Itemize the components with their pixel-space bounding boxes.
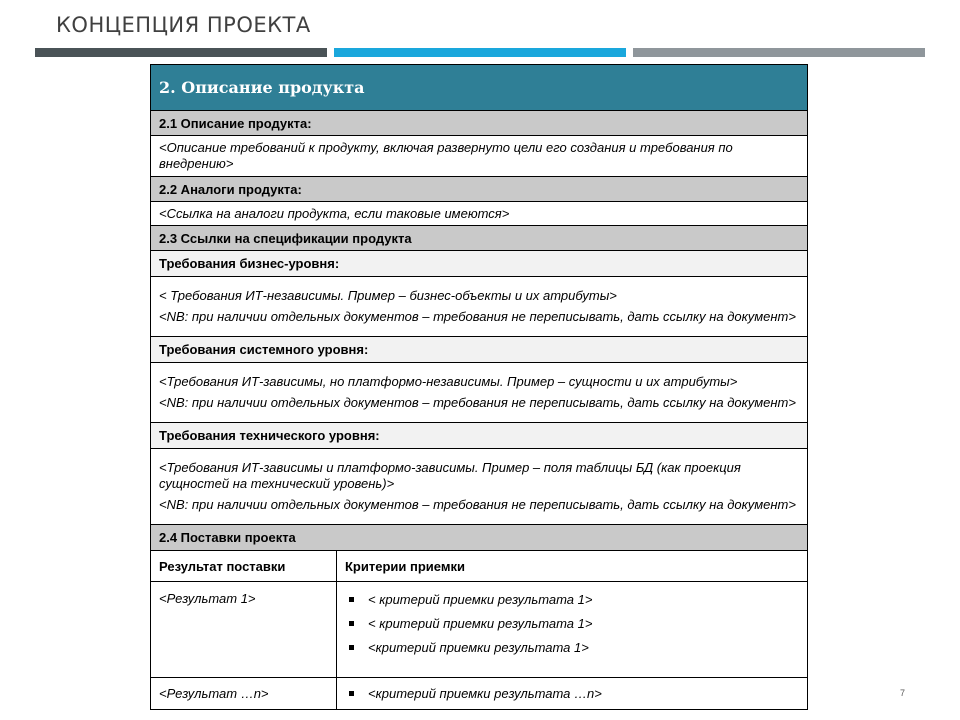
section-2-3-title: 2.3 Ссылки на спецификации продукта [151,226,807,251]
table-row [151,582,807,678]
list-item [345,591,799,607]
section-2-4-title: 2.4 Поставки проекта [151,525,807,551]
column-header-criteria: Критерии приемки [345,558,465,574]
system-level-requirements: <Требования ИТ-зависимы, но платформо-независимы. Пример – сущности и их атрибуты> [159,374,738,389]
deliverables-table-header [151,551,807,582]
section-2-1-title: 2.1 Описание продукта: [151,111,807,136]
bullet-icon [349,597,354,602]
criterion-text: <критерий приемки результата …n> [368,686,602,701]
system-level-text [151,363,807,423]
criteria-cell [337,678,807,709]
business-level-title: Требования бизнес-уровня: [151,251,807,277]
business-level-requirements: < Требования ИТ-независимы. Пример – бизнес-объекты и их атрибуты> [159,288,617,303]
criteria-cell [337,582,807,677]
section-2-1-text [151,136,807,177]
technical-level-text [151,449,807,525]
analogs-placeholder: <Ссылка на аналоги продукта, если таковые имеются> [159,205,510,221]
section-2-2-text [151,202,807,226]
slide-title: КОНЦЕПЦИЯ ПРОЕКТА [56,13,311,37]
technical-level-title: Требования технического уровня: [151,423,807,449]
column-header-result: Результат поставки [151,551,337,581]
system-level-note: <NB: при наличии отдельных документов – требования не переписывать, дать ссылку на документ> [159,395,796,410]
list-item [345,615,799,631]
result-cell: <Результат 1> [151,582,337,677]
list-item [345,639,799,655]
criterion-text: < критерий приемки результата 1> [368,615,593,631]
bullet-icon [349,621,354,626]
bullet-icon [349,691,354,696]
title-underline-blue [334,48,626,57]
title-underline-gray [633,48,925,57]
result-cell: <Результат …n> [151,678,337,709]
table-row [151,678,807,709]
section-2-2-title: 2.2 Аналоги продукта: [151,177,807,202]
technical-level-requirements: <Требования ИТ-зависимы и платформо-зависимы. Пример – поля таблицы БД (как проекция сущностей на технический уровень)> [159,460,741,491]
system-level-title: Требования системного уровня: [151,337,807,363]
technical-level-note: <NB: при наличии отдельных документов – требования не переписывать, дать ссылку на документ> [159,497,796,512]
criterion-text: < критерий приемки результата 1> [368,591,593,607]
title-underline-dark [35,48,327,57]
business-level-text [151,277,807,337]
document-header: 2. Описание продукта [151,65,807,111]
product-description-document [150,64,808,710]
criterion-text: <критерий приемки результата 1> [368,639,589,655]
business-level-note: <NB: при наличии отдельных документов – требования не переписывать, дать ссылку на документ> [159,309,796,324]
bullet-icon [349,645,354,650]
page-number: 7 [900,688,906,698]
product-description-placeholder: <Описание требований к продукту, включая развернуто цели его создания и требования по внедрению> [159,140,733,171]
